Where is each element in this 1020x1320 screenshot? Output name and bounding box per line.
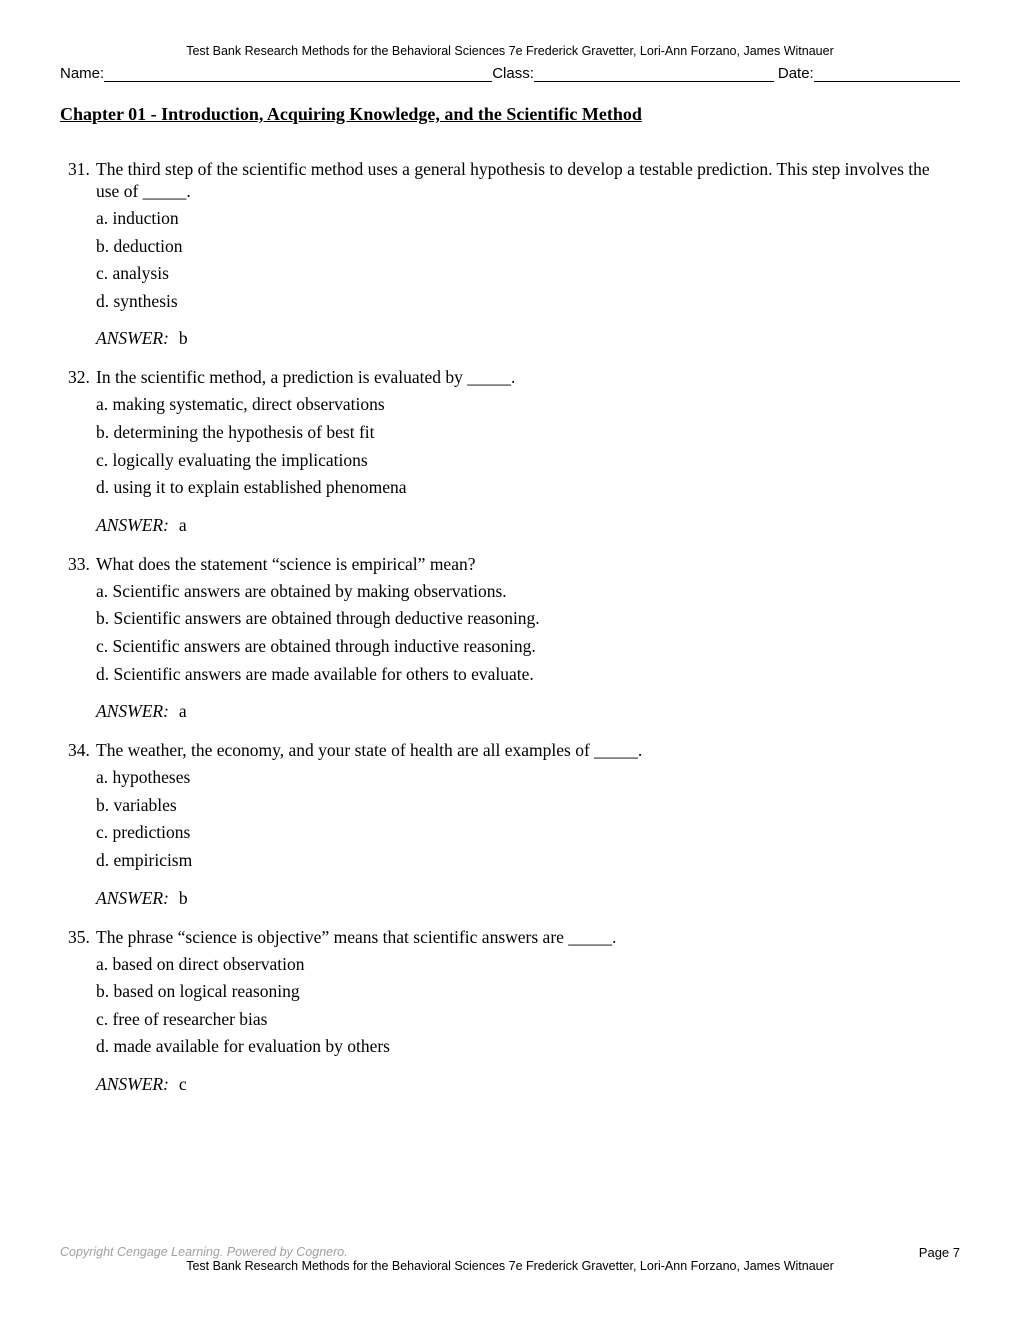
question-text: In the scientific method, a prediction is evaluated by _____.	[96, 367, 516, 388]
option-list	[96, 764, 948, 874]
answer-line	[96, 514, 948, 536]
question-list	[68, 158, 948, 1112]
answer-line	[96, 1073, 948, 1095]
question-number: 34.	[68, 740, 90, 761]
class-label: Class:	[492, 65, 534, 82]
option-c: c. free of researcher bias	[96, 1008, 268, 1029]
student-info-row	[60, 60, 960, 82]
option-d: d. Scientific answers are made available for others to evaluate.	[96, 663, 534, 684]
option-a: a. induction	[96, 208, 179, 228]
question-34	[68, 739, 948, 908]
answer-line	[96, 887, 948, 909]
answer-line	[96, 327, 948, 349]
option-c: c. Scientific answers are obtained through inductive reasoning.	[96, 635, 536, 656]
option-b: b. variables	[96, 794, 177, 815]
option-list	[96, 205, 948, 315]
question-31	[68, 158, 948, 349]
option-c: c. analysis	[96, 263, 169, 284]
answer-label: ANSWER:	[96, 701, 169, 722]
option-a: a. making systematic, direct observations	[96, 394, 385, 415]
question-number: 33.	[68, 553, 90, 574]
class-field-line	[534, 63, 774, 82]
option-b: b. based on logical reasoning	[96, 981, 300, 1002]
document-footer-title: Test Bank Research Methods for the Behavioral Sciences 7e Frederick Gravetter, Lori-Ann Forzano, James Witnauer	[186, 1259, 834, 1273]
option-b: b. determining the hypothesis of best fit	[96, 421, 375, 442]
name-label: Name:	[60, 65, 105, 82]
question-32	[68, 366, 948, 535]
option-c: c. predictions	[96, 822, 191, 843]
question-text: The phrase “science is objective” means that scientific answers are _____.	[96, 926, 617, 947]
question-text: What does the statement “science is empirical” mean?	[96, 553, 476, 574]
option-b: b. deduction	[96, 235, 183, 256]
answer-value: a	[178, 514, 187, 535]
option-list	[96, 951, 948, 1061]
date-label: Date:	[777, 65, 814, 82]
option-d: d. using it to explain established phenomena	[96, 477, 407, 498]
question-text: The weather, the economy, and your state of health are all examples of _____.	[96, 740, 643, 761]
answer-value: c	[178, 1073, 187, 1094]
copyright-notice: Copyright Cengage Learning. Powered by Cognero.	[60, 1245, 348, 1259]
answer-label: ANSWER:	[96, 514, 169, 535]
option-list	[96, 578, 948, 688]
option-d: d. empiricism	[96, 849, 193, 870]
option-d: d. synthesis	[96, 290, 178, 311]
question-text: The third step of the scientific method uses a general hypothesis to develop a testable prediction. This step involves the use of _____.	[96, 159, 930, 201]
option-d: d. made available for evaluation by others	[96, 1036, 390, 1057]
option-b: b. Scientific answers are obtained through deductive reasoning.	[96, 608, 540, 629]
option-c: c. logically evaluating the implications	[96, 449, 368, 470]
answer-label: ANSWER:	[96, 1073, 169, 1094]
answer-label: ANSWER:	[96, 328, 169, 349]
answer-value: a	[178, 701, 187, 722]
answer-line	[96, 700, 948, 722]
name-field-line	[104, 63, 492, 82]
option-a: a. Scientific answers are obtained by making observations.	[96, 580, 507, 601]
question-35	[68, 926, 948, 1095]
question-number: 32.	[68, 367, 90, 388]
chapter-title: Chapter 01 - Introduction, Acquiring Knowledge, and the Scientific Method	[60, 104, 642, 124]
page-number: Page 7	[918, 1245, 960, 1260]
option-list	[96, 391, 948, 501]
option-a: a. based on direct observation	[96, 953, 305, 974]
question-33	[68, 553, 948, 722]
answer-value: b	[178, 328, 188, 349]
answer-value: b	[178, 887, 188, 908]
question-number: 35.	[68, 926, 90, 947]
date-field-line	[814, 63, 960, 82]
option-a: a. hypotheses	[96, 767, 191, 788]
question-number: 31.	[68, 159, 90, 179]
answer-label: ANSWER:	[96, 887, 169, 908]
document-header-title: Test Bank Research Methods for the Behavioral Sciences 7e Frederick Gravetter, Lori-Ann Forzano, James Witnauer	[186, 44, 834, 58]
